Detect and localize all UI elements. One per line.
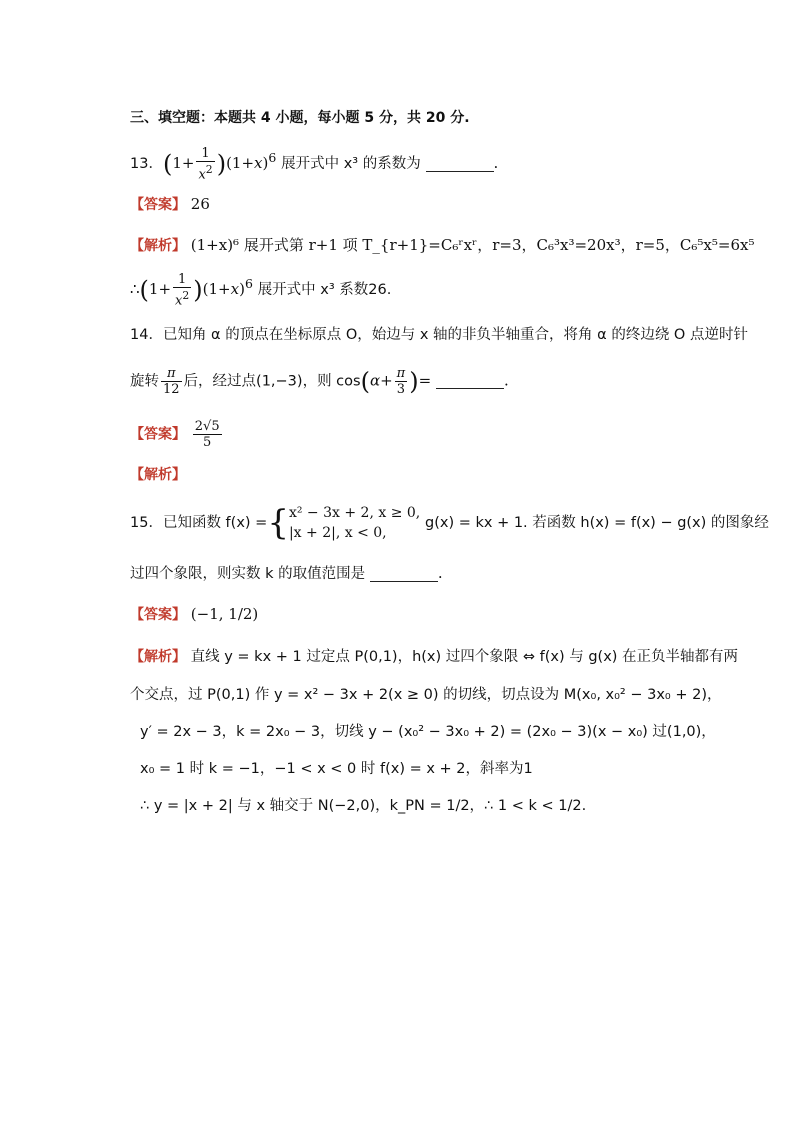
- q15-answer-tag: 【答案】: [130, 607, 186, 623]
- q15-answer: (−1, 1/2): [190, 605, 259, 623]
- q13-analysis-row-2: ∴(1+ $\frac{1}{x^2}$ )$(1+x)^6$ 展开式中 x³ 系数26.: [130, 272, 392, 309]
- q15-text-b: g(x) = kx + 1. 若函数 h(x) = f(x) − g(x) 的图象经: [425, 515, 769, 531]
- q13-question: 13．(1+ $\frac{1}{x^2}$ )$(1+x)^6$ 展开式中 x³ 的系数为 .: [130, 146, 499, 183]
- q14-answer-tag: 【答案】: [130, 426, 186, 443]
- q13-blank[interactable]: [426, 157, 494, 172]
- q15-analysis-line-2: 个交点，过 P(0,1) 作 y = x² − 3x + 2(x ≥ 0) 的切线，切点设为 M(x₀, x₀² − 3x₀ + 2)，: [130, 687, 722, 703]
- q15-text-line-2: 过四个象限，则实数 k 的取值范围是: [130, 566, 366, 582]
- q14-answer: $\frac{2√5}{5}$: [194, 419, 220, 450]
- q15-analysis-line-1: 直线 y = kx + 1 过定点 P(0,1)，h(x) 过四个象限 ⇔ f(x) 与 g(x) 在正负半轴都有两: [190, 649, 739, 665]
- q13-analysis-line-1: (1+x)⁶ 展开式第 r+1 项 T_{r+1}=C₆ʳxʳ，r=3，C₆³x³=20x³，r=5，C₆⁵x⁵=6x⁵: [190, 236, 755, 254]
- q15-number: 15．: [130, 515, 163, 531]
- q14-text-line-2: 后，经过点(1,−3)，则 cos: [183, 373, 361, 390]
- q13-answer: 26: [190, 195, 210, 213]
- q13-answer-tag: 【答案】: [130, 197, 186, 213]
- q14-text-line-1: 已知角 α 的顶点在坐标原点 O，始边与 x 轴的非负半轴重合，将角 α 的终边绕 O 点逆时针: [162, 327, 748, 343]
- q13-answer-row: [130, 193, 210, 216]
- q13-analysis-line-2: 展开式中 x³ 系数26.: [257, 282, 392, 299]
- q13-number: 13．: [130, 156, 163, 173]
- q13-text: 展开式中 x³ 的系数为: [281, 156, 421, 173]
- q15-analysis-tag: 【解析】: [130, 649, 186, 665]
- q15-case-2: |x + 2|, x < 0,: [288, 525, 387, 541]
- q15-case-1: x² − 3x + 2, x ≥ 0,: [288, 505, 421, 521]
- q15-question-line-2: 过四个象限，则实数 k 的取值范围是 .: [130, 564, 443, 582]
- q14-question-line-2: 旋转 $\frac{\pi}{12}$ 后，经过点(1,−3)，则 cos(α+ $\frac{\pi}{3}$ )= .: [130, 366, 509, 397]
- q15-answer-row: [130, 603, 258, 626]
- q15-question-line-1: 15．已知函数 f(x) ={ x² − 3x + 2, x ≥ 0, |x + 2|, x < 0, g(x) = kx + 1. 若函数 h(x) = f(x) − g(x) 的图象经: [130, 503, 769, 543]
- q15-analysis-line-5: ∴ y = |x + 2| 与 x 轴交于 N(−2,0)，k_PN = 1/2，∴ 1 < k < 1/2.: [140, 798, 587, 814]
- q15-analysis-line-4: x₀ = 1 时 k = −1，−1 < x < 0 时 f(x) = x + 2，斜率为1: [140, 761, 533, 777]
- q15-cases: [289, 503, 420, 543]
- q14-text-rotate: 旋转: [130, 373, 159, 390]
- q14-analysis-tag: 【解析】: [130, 467, 186, 483]
- q15-text-a: 已知函数 f(x) =: [162, 515, 268, 531]
- q15-analysis-row-1: [130, 646, 738, 668]
- section-header: 三、填空题：本题共 4 小题，每小题 5 分，共 20 分.: [130, 110, 470, 126]
- q14-answer-row: [130, 419, 224, 450]
- q14-number: 14．: [130, 327, 163, 343]
- q15-blank[interactable]: [370, 567, 438, 582]
- q14-analysis-row: [130, 463, 186, 486]
- q13-analysis-tag: 【解析】: [130, 238, 186, 254]
- q15-analysis-line-3: y′ = 2x − 3，k = 2x₀ − 3，切线 y − (x₀² − 3x₀ + 2) = (2x₀ − 3)(x − x₀) 过(1,0)，: [140, 724, 716, 740]
- q14-blank[interactable]: [436, 374, 504, 389]
- q13-analysis-row-1: [130, 234, 754, 257]
- q14-question-line-1: [130, 324, 748, 346]
